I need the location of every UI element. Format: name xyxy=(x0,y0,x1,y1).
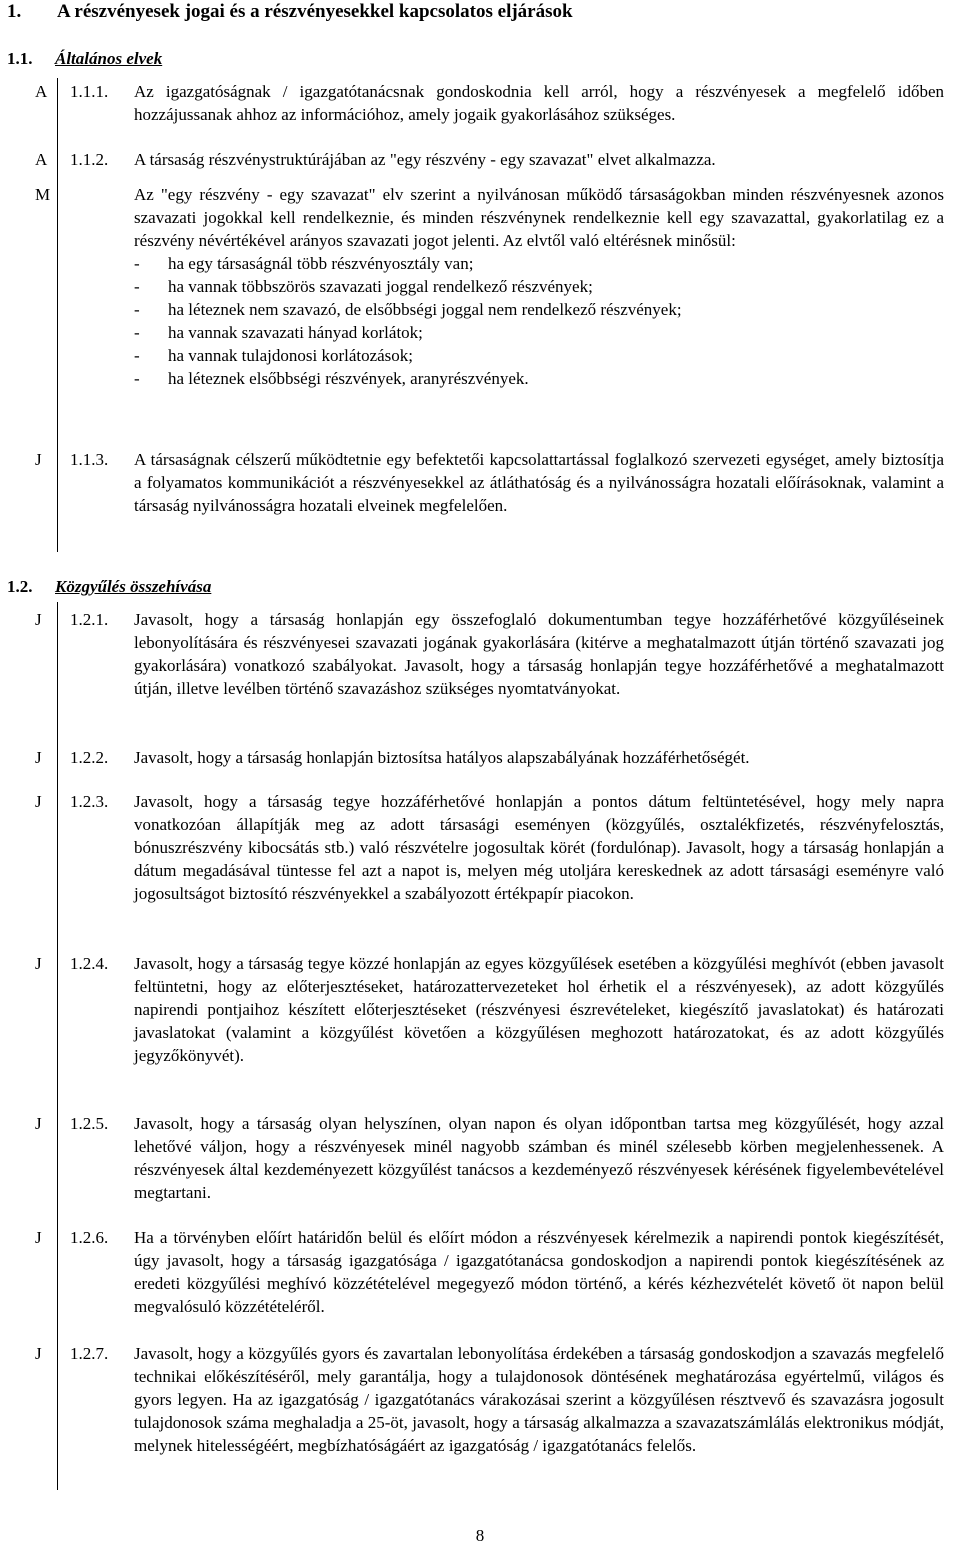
item-tag: J xyxy=(35,792,42,811)
item-tag: M xyxy=(35,185,51,204)
list-item: - ha léteznek elsőbbségi részvények, aranyrészvények. xyxy=(134,367,944,390)
item-body: Ha a törvényben előírt határidőn belül és előírt módon a részvényesek kérelmezik a napirendi pontok kiegészítését, úgy javasolt, hogy a társaság igazgatósága / igazgatótanácsa gondoskodjon a napirendi pontok kiegészítésének az eredeti közgyűlési meghívó közzétételével megegyező módon történő, a kérés kézhezvételét követő öt napon belül megvalósuló közzétételéről. xyxy=(134,1228,944,1316)
item-code: 1.1.2. xyxy=(70,150,109,169)
list-item: - ha egy társaságnál több részvényosztály van; xyxy=(134,252,944,275)
item-body: Javasolt, hogy a társaság honlapján biztosítsa hatályos alapszabályának hozzáférhetőségét. xyxy=(134,748,750,767)
item-tag: J xyxy=(35,1228,42,1247)
item-tag: J xyxy=(35,1344,42,1363)
page-number: 8 xyxy=(475,1526,485,1545)
item-body: Javasolt, hogy a társaság tegye közzé honlapján az egyes közgyűlések esetében a közgyűlési meghívót (ebben javasolt feltüntetni, hogy az előterjesztéseket, határozattervezeteket hol érhetik el a részvényesek), az adott közgyűlés napirendi pontjaihoz készített előterjesztéseket (részvényesi észrevételeket, kiegészítő javaslatokat) és határozati javaslatokat (valamint a közgyűlést követően a közgyűlésen meghozott határozatokat, és az adott közgyűlés jegyzőkönyvét). xyxy=(134,954,944,1065)
item-text xyxy=(70,1226,944,1318)
section-1-2-margin-rule xyxy=(57,602,58,1490)
item-code: 1.2.6. xyxy=(70,1228,109,1247)
section-1-1-margin-rule xyxy=(57,78,58,552)
explanation-paragraph: Az "egy részvény - egy szavazat" elv szerint a nyilvánosan működő társaságokban minden részvényesnek azonos szavazati jogokkal kell rendelkeznie, és minden részvénynek rendelkeznie kell egy szavazattal, gyakorlatilag ez a részvény névértékével arányos szavazati jogot jelenti. Az elvtől való eltérésnek minősül: xyxy=(134,185,944,250)
list-item: - ha vannak szavazati hányad korlátok; xyxy=(134,321,944,344)
exception-list xyxy=(134,252,944,390)
item-code: 1.2.4. xyxy=(70,954,109,973)
item-body: A társaságnak célszerű működtetnie egy befektetői kapcsolattartással foglalkozó szervezeti egységet, amely biztosítja a folyamatos kommunikációt a részvényesekkel az átláthatóság és a nyilvánosságra hozatali előírásoknak, valamint a társaság nyilvánosságra hozatali elveinek megfelelően. xyxy=(134,450,944,515)
item-tag: J xyxy=(35,450,42,469)
item-tag: J xyxy=(35,610,42,629)
list-item: - ha léteznek nem szavazó, de elsőbbségi joggal nem rendelkező részvények; xyxy=(134,298,944,321)
item-tag: A xyxy=(35,150,48,169)
list-item: - ha vannak tulajdonosi korlátozások; xyxy=(134,344,944,367)
item-body: Javasolt, hogy a társaság tegye hozzáférhetővé honlapján a pontos dátum feltüntetésével, hogy mely napra vonatkozóan állapítják meg az adott társasági eseményen (közgyűlés, osztalékfizetés, részvényfelosztás, bónuszrészvény kibocsátás stb.) való részvételre jogosultak körét (fordulónap). Javasolt, hogy a társaság honlapján a dátum megadásával tüntesse fel azt a napot is, melyen még utoljára kereskednek az adott társasági eseményre való jogosultságot biztosító részvényekkel a szabályozott értékpapír piacokon. xyxy=(134,792,944,903)
section-heading-1-2 xyxy=(7,576,211,598)
item-text xyxy=(70,448,944,517)
item-text xyxy=(70,790,944,905)
item-text xyxy=(70,148,944,171)
item-body: Javasolt, hogy a társaság olyan helyszínen, olyan napon és olyan időpontban tartsa meg közgyűlését, hogy azzal lehetővé váljon, hogy a részvényesek minél nagyobb számban és minél szélesebb körben megjelenhessenek. A részvényesek által kezdeményezett közgyűlést tanácsos a kezdeményező részvényesek kérésének figyelembevételével megtartani. xyxy=(134,1114,944,1202)
item-code: 1.1.3. xyxy=(70,450,109,469)
section-heading-1-1 xyxy=(7,48,162,70)
item-body: Javasolt, hogy a társaság honlapján egy összefoglaló dokumentumban tegye hozzáférhetővé közgyűléseinek lebonyolítására és részvényesei szavazati jogának gyakorlására (kitérve a meghatalmazott útján történő szavazati jog gyakorlására) vonatkozó szabályokat. Javasolt, hogy a társaság honlapján tegye hozzáférhetővé a meghatalmazott útján, illetve levélben történő szavazáshoz szükséges nyomtatványokat. xyxy=(134,610,944,698)
item-text xyxy=(70,952,944,1067)
list-item: - ha vannak többszörös szavazati joggal rendelkező részvények; xyxy=(134,275,944,298)
chapter-heading xyxy=(7,0,573,24)
chapter-title: A részvényesek jogai és a részvényesekkel kapcsolatos eljárások xyxy=(57,1,573,22)
item-code: 1.2.5. xyxy=(70,1114,109,1133)
item-tag: J xyxy=(35,954,42,973)
chapter-number: 1. xyxy=(7,1,22,22)
section-title: Általános elvek xyxy=(55,49,163,68)
item-text xyxy=(70,608,944,700)
section-number: 1.2. xyxy=(7,577,33,596)
item-tag: J xyxy=(35,1114,42,1133)
item-tag: J xyxy=(35,748,42,767)
item-text xyxy=(70,746,944,769)
item-body: A társaság részvénystruktúrájában az "egy részvény - egy szavazat" elvet alkalmazza. xyxy=(134,150,716,169)
item-text xyxy=(70,80,944,126)
explanation-body xyxy=(134,183,944,390)
item-text xyxy=(70,1342,944,1457)
section-number: 1.1. xyxy=(7,49,33,68)
item-body: Az igazgatóságnak / igazgatótanácsnak gondoskodnia kell arról, hogy a részvényesek a megfelelő időben hozzájussanak ahhoz az információhoz, amely jogaik gyakorlásához szükséges. xyxy=(134,82,944,124)
item-code: 1.2.2. xyxy=(70,748,109,767)
item-tag: A xyxy=(35,82,48,101)
item-text xyxy=(70,1112,944,1204)
item-code: 1.2.3. xyxy=(70,792,109,811)
item-code: 1.1.1. xyxy=(70,82,109,101)
item-code: 1.2.1. xyxy=(70,610,109,629)
section-title: Közgyűlés összehívása xyxy=(55,577,212,596)
item-code: 1.2.7. xyxy=(70,1344,109,1363)
item-body: Javasolt, hogy a közgyűlés gyors és zavartalan lebonyolítása érdekében a társaság gondoskodjon a szavazás megfelelő technikai előkészítéséről, mely garantálja, hogy a tulajdonosok döntésének meghatározása egyértelmű, világos és gyors legyen. Ha az igazgatóság / igazgatótanács várakozásai szerint a közgyűlésen résztvevő és szavazásra jogosult tulajdonosok száma meghaladja a 25-öt, javasolt, hogy a társaság alkalmazza a szavazatszámlálás elektronikus módját, melynek hitelességéért, megbízhatóságáért az igazgatóság / igazgatótanács felelős. xyxy=(134,1344,944,1455)
